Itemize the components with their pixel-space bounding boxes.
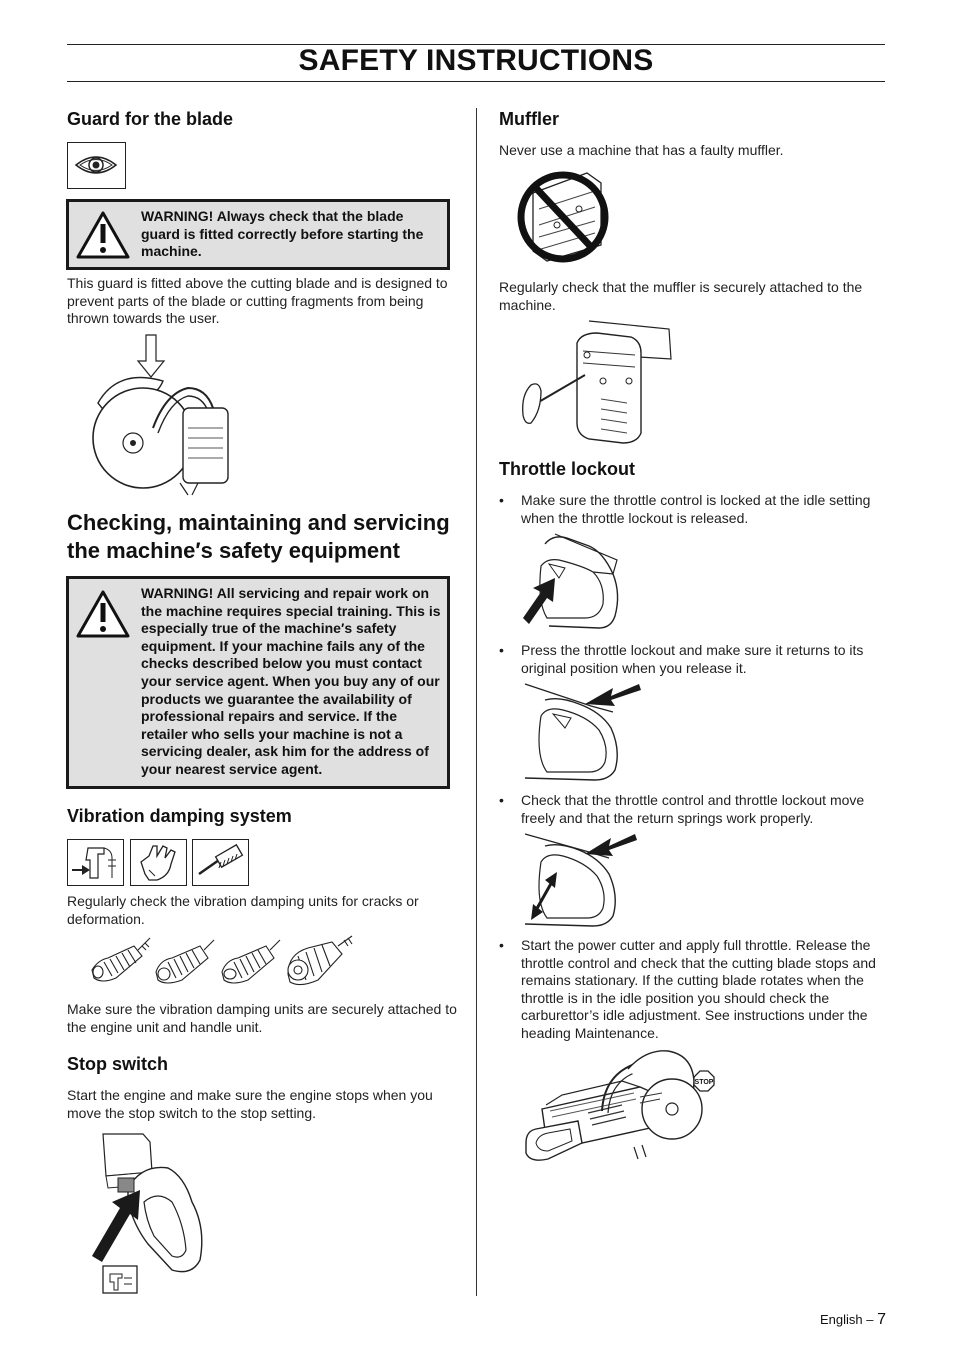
checking-heading: [67, 509, 467, 565]
throttle-lockout-illustration-3: [519, 830, 637, 930]
guard-warning-text: WARNING! Always check that the blade guard is fitted correctly before starting the machine.: [141, 208, 424, 260]
stop-sign-label: STOP: [694, 1079, 714, 1086]
damper-4: [288, 936, 352, 985]
page-title: SAFETY INSTRUCTIONS: [298, 44, 654, 77]
cleaning-brush-icon: [192, 839, 249, 886]
vibration-damping-units-illustration: [88, 932, 363, 992]
hand-arm-vibration-icon: [67, 839, 124, 886]
column-divider: [476, 108, 477, 1296]
eye-protection-icon: [67, 142, 126, 189]
throttle-item-2: [499, 642, 889, 677]
stop-switch-heading: Stop switch: [67, 1054, 169, 1074]
throttle-lockout-illustration-1: [519, 532, 621, 632]
header-rule-bottom: [67, 81, 885, 82]
stop-switch-illustration: [88, 1132, 213, 1297]
damper-1: [92, 938, 150, 981]
muffler-text-1: Never use a machine that has a faulty muffler.: [499, 142, 784, 158]
damper-2: [156, 940, 214, 983]
servicing-warning-text: WARNING! All servicing and repair work on the machine requires special training. This is especially true of the machine′s safety equipment. If your machine fails any of the checks described below you must contact your service agent. When you buy any of our products we guarantee the availability of professional repairs and service. If the retailer who sells your machine is not a servicing dealer, ask him for the address of your nearest service agent.: [141, 585, 441, 777]
vibration-text-2: Make sure the vibration damping units are securely attached to the engine unit and handle unit.: [67, 1001, 457, 1035]
footer-language: English: [819, 1312, 863, 1327]
damper-3: [222, 940, 280, 983]
guard-heading: Guard for the blade: [67, 109, 234, 129]
throttle-item-3: [499, 792, 889, 827]
guard-warning-box: [66, 199, 450, 270]
page-number: 7: [877, 1311, 886, 1328]
throttle-item-1: [499, 492, 889, 527]
throttle-lockout-illustration-2: [519, 682, 643, 782]
throttle-item-4: [499, 937, 889, 1043]
throttle-item-3-text: Check that the throttle control and throttle lockout move freely and that the return springs work properly.: [521, 792, 865, 826]
faulty-muffler-prohibited-illustration: [517, 165, 609, 268]
checking-heading-line1: Checking, maintaining and servicing: [67, 510, 450, 535]
bullet: •: [499, 642, 504, 658]
power-cutter-stop-illustration: [522, 1047, 720, 1171]
vibration-heading: Vibration damping system: [67, 806, 292, 826]
throttle-item-4-text: Start the power cutter and apply full throttle. Release the throttle control and check that the cutting blade stops and remains stationary. If the cutting blade rotates when the throttle is in the idle position you should check the carburettor’s idle adjustment. See instructions under the heading Maintenance.: [521, 937, 876, 1041]
stop-switch-text: Start the engine and make sure the engine stops when you move the stop switch to the stop setting.: [67, 1087, 433, 1121]
warning-triangle-icon: [75, 589, 131, 639]
page-footer: [820, 1311, 886, 1329]
guard-description: This guard is fitted above the cutting blade and is designed to prevent parts of the blade or cutting fragments from being thrown towards the user.: [67, 275, 448, 327]
warning-triangle-icon: [75, 210, 131, 260]
bullet: •: [499, 792, 504, 808]
footer-dash: –: [866, 1312, 874, 1327]
blade-guard-illustration: [88, 333, 238, 498]
throttle-item-2-text: Press the throttle lockout and make sure it returns to its original position when you release it.: [521, 642, 864, 676]
servicing-warning-box: [66, 576, 450, 789]
protective-glove-icon: [130, 839, 187, 886]
stop-sign-icon: [694, 1071, 714, 1091]
bullet: •: [499, 492, 504, 508]
throttle-lockout-heading: Throttle lockout: [499, 459, 635, 479]
throttle-item-1-text: Make sure the throttle control is locked at the idle setting when the throttle lockout is released.: [521, 492, 871, 526]
bullet: •: [499, 937, 504, 953]
vibration-text-1: Regularly check the vibration damping units for cracks or deformation.: [67, 893, 419, 927]
muffler-screwdriver-illustration: [519, 319, 677, 447]
checking-heading-line2: the machine′s safety equipment: [67, 538, 400, 563]
muffler-text-2: Regularly check that the muffler is securely attached to the machine.: [499, 279, 863, 313]
muffler-heading: Muffler: [499, 109, 559, 129]
